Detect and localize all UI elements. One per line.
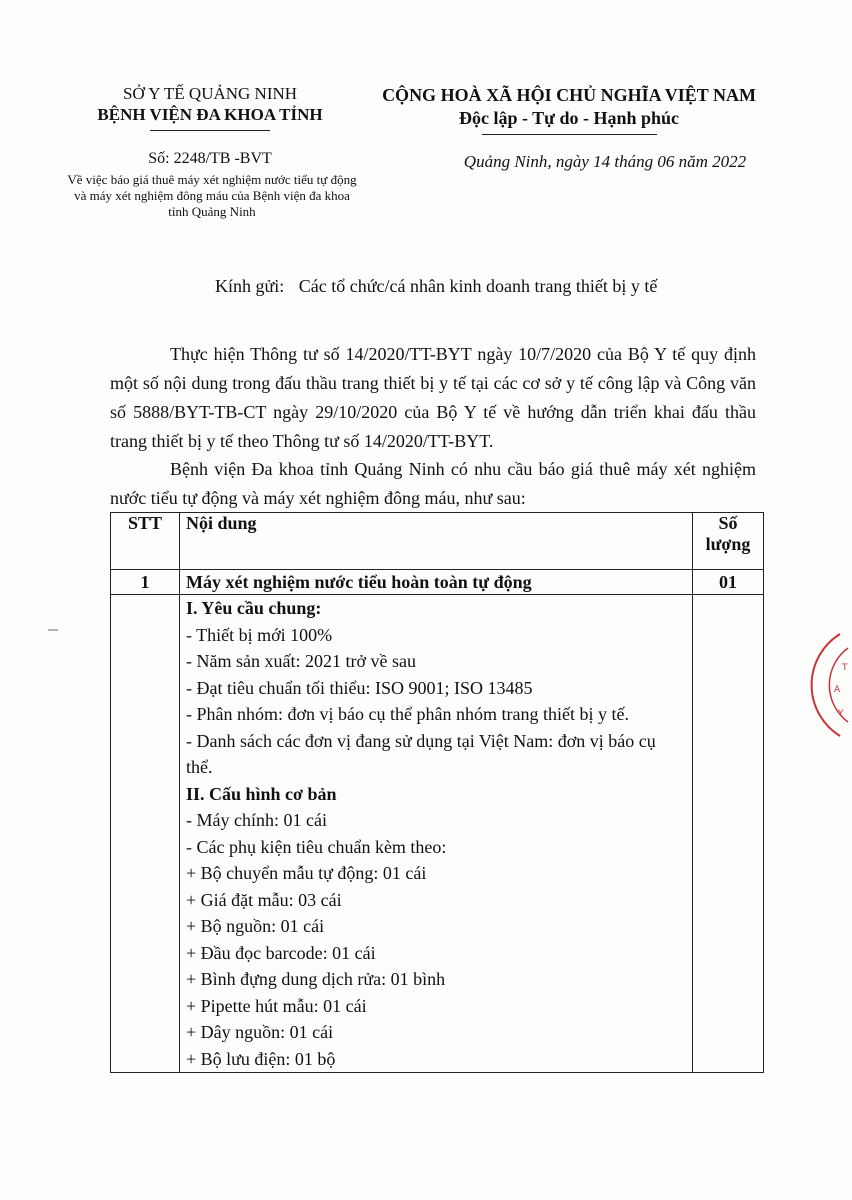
paragraph-1-text: Thực hiện Thông tư số 14/2020/TT-BYT ngày 10/7/2020 của Bộ Y tế quy định một số nội dung trong đấu thầu trang thiết bị y tế tại các cơ sở y tế công lập và Công văn số 5888/BYT-TB-CT ngày 29/10/2020 của Bộ Y tế về hướng dẫn triển khai đấu thầu trang thiết bị y tế theo Thông tư số 14/2020/TT-BYT. bbox=[110, 344, 756, 451]
item-name: Máy xét nghiệm nước tiểu hoàn toàn tự động bbox=[180, 570, 693, 595]
motto-underline bbox=[482, 134, 657, 135]
recipient-value: Các tổ chức/cá nhân kinh doanh trang thiết bị y tế bbox=[298, 276, 658, 296]
list-item: + Bình đựng dung dịch rửa: 01 bình bbox=[186, 969, 446, 989]
nation-title: CỘNG HOÀ XÃ HỘI CHỦ NGHĨA VIỆT NAM bbox=[382, 85, 756, 105]
header-stt: STT bbox=[111, 513, 180, 570]
list-item: + Bộ lưu điện: 01 bộ bbox=[186, 1048, 336, 1069]
item-stt: 1 bbox=[111, 570, 180, 595]
header-content: Nội dung bbox=[180, 513, 693, 570]
list-item: + Giá đặt mẫu: 03 cái bbox=[186, 889, 342, 910]
header-qty: Số lượng bbox=[693, 513, 764, 570]
list-item: - Danh sách các đơn vị đang sử dụng tại Việt Nam: đơn vị báo cụ thể. bbox=[186, 730, 656, 777]
issuer-block bbox=[60, 84, 360, 131]
stamp-fragment-icon bbox=[812, 630, 852, 740]
list-item: + Dây nguồn: 01 cái bbox=[186, 1022, 334, 1042]
document-subject: Về việc báo giá thuê máy xét nghiệm nước tiểu tự động và máy xét nghiệm đông máu của Bệnh viện đa khoa tỉnh Quảng Ninh bbox=[67, 172, 357, 219]
list-item: - Phân nhóm: đơn vị báo cụ thể phân nhóm trang thiết bị y tế. bbox=[186, 704, 629, 724]
spec-table bbox=[110, 512, 764, 1073]
table-row bbox=[111, 570, 764, 595]
detail-qty-cell bbox=[693, 595, 764, 1073]
issuer-parent: SỞ Y TẾ QUẢNG NINH bbox=[122, 84, 298, 103]
svg-text:A: A bbox=[834, 685, 841, 695]
section-config: II. Cấu hình cơ bản bbox=[186, 783, 337, 804]
recipient-label: Kính gửi: bbox=[215, 276, 285, 296]
table-header-row bbox=[111, 513, 764, 570]
national-header bbox=[372, 84, 766, 135]
place-date: Quảng Ninh, ngày 14 tháng 06 năm 2022 bbox=[463, 152, 747, 171]
body-paragraph-2 bbox=[110, 455, 756, 513]
national-motto: Độc lập - Tự do - Hạnh phúc bbox=[458, 108, 680, 128]
margin-mark-icon bbox=[48, 628, 58, 632]
svg-text:Y: Y bbox=[838, 709, 844, 719]
recipient-line bbox=[215, 276, 657, 297]
list-item: - Thiết bị mới 100% bbox=[186, 624, 333, 645]
section-general: I. Yêu cầu chung: bbox=[186, 598, 322, 618]
list-item: + Đầu đọc barcode: 01 cái bbox=[186, 942, 376, 963]
list-item: - Máy chính: 01 cái bbox=[186, 810, 327, 830]
list-item: - Đạt tiêu chuẩn tối thiểu: ISO 9001; ISO 13485 bbox=[186, 677, 533, 698]
document-number: Số: 2248/TB -BVT bbox=[148, 150, 272, 167]
issuer-name: BỆNH VIỆN ĐA KHOA TỈNH bbox=[97, 105, 323, 124]
item-qty: 01 bbox=[693, 570, 764, 595]
list-item: + Bộ chuyển mẫu tự động: 01 cái bbox=[186, 863, 427, 883]
table-row bbox=[111, 595, 764, 1073]
list-item: + Pipette hút mẫu: 01 cái bbox=[186, 995, 367, 1016]
list-item: - Năm sản xuất: 2021 trở về sau bbox=[186, 651, 416, 671]
issuer-underline bbox=[150, 130, 270, 131]
list-item: - Các phụ kiện tiêu chuẩn kèm theo: bbox=[186, 836, 447, 857]
paragraph-2-text: Bệnh viện Đa khoa tỉnh Quảng Ninh có nhu cầu báo giá thuê máy xét nghiệm nước tiểu tự động và máy xét nghiệm đông máu, như sau: bbox=[110, 459, 756, 508]
detail-cell bbox=[180, 595, 693, 1073]
svg-text:T: T bbox=[842, 663, 848, 673]
list-item: + Bộ nguồn: 01 cái bbox=[186, 916, 325, 936]
detail-stt-cell bbox=[111, 595, 180, 1073]
body-paragraph-1 bbox=[110, 340, 756, 456]
